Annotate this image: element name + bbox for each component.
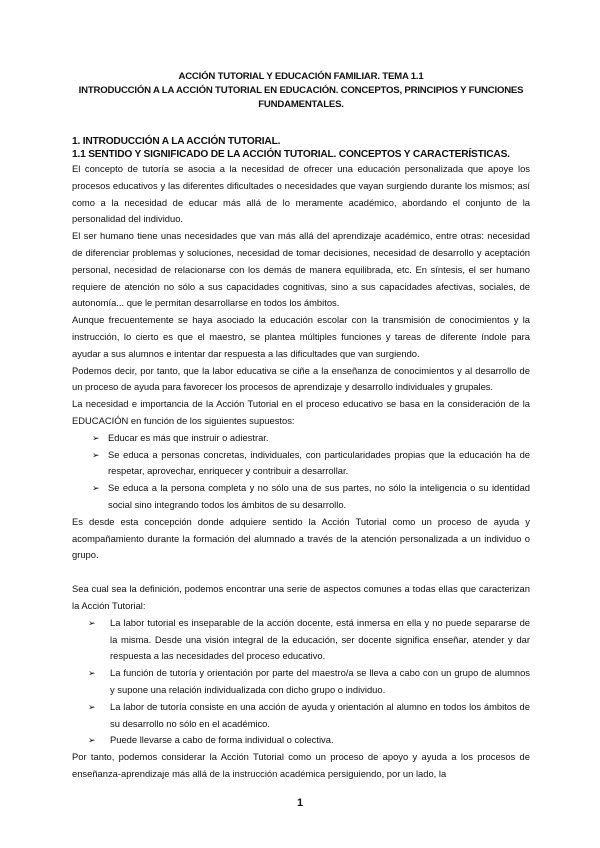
arrow-bullet-icon: ➢ [88, 668, 96, 679]
list-item [72, 480, 530, 514]
paragraph-3: Aunque frecuentemente se haya asociado la educación escolar con la transmisión de conocimientos y la instrucción, lo cierto es que el maestro, se plantea múltiples funciones y tareas de diferente índole para ayudar a sus alumnos e intentar dar respuesta a las dificultades que van surgiendo. [72, 314, 530, 359]
bullet-list-1 [72, 430, 530, 514]
document-title [72, 70, 530, 112]
list-item [72, 615, 530, 665]
title-line-2: INTRODUCCIÓN A LA ACCIÓN TUTORIAL EN EDUCACIÓN. CONCEPTOS, PRINCIPIOS Y FUNCIONES [78, 85, 524, 96]
arrow-bullet-icon: ➢ [88, 735, 96, 746]
list-item [72, 430, 530, 447]
paragraph-5: La necesidad e importancia de la Acción Tutorial en el proceso educativo se basa en la consideración de la EDUCACIÓN en función de los siguientes supuestos: [72, 398, 530, 426]
title-line-1: ACCIÓN TUTORIAL Y EDUCACIÓN FAMILIAR. TEMA 1.1 [178, 71, 424, 82]
arrow-bullet-icon: ➢ [92, 432, 100, 443]
list-item-text: Puede llevarse a cabo de forma individual o colectiva. [110, 734, 334, 746]
arrow-bullet-icon: ➢ [88, 701, 96, 712]
list-item [72, 665, 530, 699]
arrow-bullet-icon: ➢ [88, 617, 96, 628]
section-heading: 1. INTRODUCCIÓN A LA ACCIÓN TUTORIAL. [72, 136, 281, 147]
list-item-text: Se educa a personas concretas, individuales, con particularidades propias que la educación ha de respetar, aprovechar, enriquecer y contribuir a desarrollar. [108, 448, 530, 477]
subsection-heading: 1.1 SENTIDO Y SIGNIFICADO DE LA ACCIÓN TUTORIAL. CONCEPTOS Y CARACTERÍSTICAS. [72, 149, 510, 160]
arrow-bullet-icon: ➢ [92, 483, 100, 494]
paragraph-8: Por tanto, podemos considerar la Acción Tutorial como un proceso de apoyo y ayuda a los procesos de enseñanza-aprendizaje más allá de la instrucción académica persiguiendo, por un lado, la [72, 751, 530, 779]
title-line-3: FUNDAMENTALES. [258, 99, 344, 110]
paragraph-1: El concepto de tutoría se asocia a la necesidad de ofrecer una educación personalizada que apoye los procesos educativos y las diferentes dificultades o necesidades que vayan surgiendo durante los mismos; así como a la necesidad de educar más allá de lo meramente académico, abordando el conjunto de la personalidad del individuo. [72, 163, 530, 225]
document-page [72, 70, 530, 783]
list-item [72, 447, 530, 481]
bullet-list-2 [72, 615, 530, 749]
list-item-text: Educar es más que instruir o adiestrar. [108, 431, 269, 443]
arrow-bullet-icon: ➢ [92, 449, 100, 460]
list-item [72, 732, 530, 749]
list-item-text: La función de tutoría y orientación por parte del maestro/a se lleva a cabo con un grupo de alumnos y supone una relación individualizada con dicho grupo o individuo. [110, 667, 530, 695]
page-number: 1 [296, 797, 304, 809]
paragraph-2: El ser humano tiene unas necesidades que van más allá del aprendizaje académico, entre otras: necesidad de diferenciar problemas y soluciones, necesidad de tomar decisiones, necesidad de desarrollo y aceptación personal, necesidad de relacionarse con los demás de manera equilibrada, etc. En síntesis, el ser humano requiere de atención no sólo a sus capacidades cognitivas, sino a sus capacidades afectivas, sociales, de autonomía... que le permitan desarrollarse en todos los ámbitos. [72, 230, 530, 309]
paragraph-4: Podemos decir, por tanto, que la labor educativa se ciñe a la enseñanza de conocimientos y al desarrollo de un proceso de ayuda para favorecer los procesos de aprendizaje y desarrollo individuales y grupales. [72, 364, 530, 393]
list-item-text: La labor tutorial es inseparable de la acción docente, está inmersa en ella y no puede separarse de la misma. Desde una visión integral de la educación, ser docente significa enseñar, atender y dar respuesta a las necesidades del proceso educativo. [110, 616, 530, 662]
paragraph-7: Sea cual sea la definición, podemos encontrar una serie de aspectos comunes a todas ellas que caracterizan la Acción Tutorial: [72, 583, 530, 611]
paragraph-6: Es desde esta concepción donde adquiere sentido la Acción Tutorial como un proceso de ayuda y acompañamiento durante la formación del alumnado a través de la atención personalizada a un individuo o grupo. [72, 515, 530, 561]
list-item [72, 699, 530, 733]
list-item-text: Se educa a la persona completa y no sólo una de sus partes, no sólo la inteligencia o su identidad social sino integrando todos los ámbitos de su desarrollo. [108, 482, 530, 510]
list-item-text: La labor de tutoría consiste en una acción de ayuda y orientación al alumno en todos los ámbitos de su desarrollo no sólo en el académico. [110, 700, 530, 729]
